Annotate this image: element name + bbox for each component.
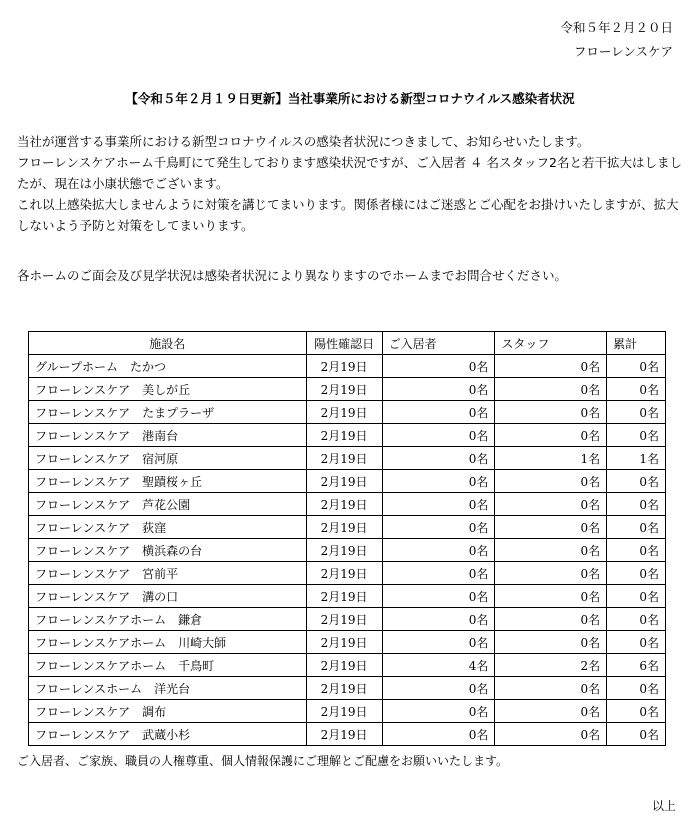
table-row bbox=[29, 355, 666, 378]
positive-date-cell: 2月19日 bbox=[306, 470, 382, 493]
facility-name-cell: フローレンスケア 武蔵小杉 bbox=[29, 723, 307, 746]
total-cell: 0名 bbox=[607, 470, 666, 493]
facility-name-cell: フローレンスケア 宮前平 bbox=[29, 562, 307, 585]
staff-cell: 0名 bbox=[495, 562, 607, 585]
table-row bbox=[29, 631, 666, 654]
total-cell: 6名 bbox=[607, 654, 666, 677]
table-row bbox=[29, 723, 666, 746]
positive-date-cell: 2月19日 bbox=[306, 516, 382, 539]
residents-cell: 0名 bbox=[382, 424, 495, 447]
residents-cell: 4名 bbox=[382, 654, 495, 677]
table-row bbox=[29, 654, 666, 677]
table-row bbox=[29, 677, 666, 700]
staff-cell: 0名 bbox=[495, 700, 607, 723]
residents-cell: 0名 bbox=[382, 355, 495, 378]
staff-cell: 0名 bbox=[495, 723, 607, 746]
total-cell: 0名 bbox=[607, 516, 666, 539]
residents-cell: 0名 bbox=[382, 585, 495, 608]
staff-cell: 0名 bbox=[495, 677, 607, 700]
positive-date-cell: 2月19日 bbox=[306, 378, 382, 401]
positive-date-cell: 2月19日 bbox=[306, 608, 382, 631]
facility-name-cell: フローレンスケア 荻窪 bbox=[29, 516, 307, 539]
facility-name-cell: フローレンスケア 溝の口 bbox=[29, 585, 307, 608]
residents-cell: 0名 bbox=[382, 677, 495, 700]
residents-cell: 0名 bbox=[382, 470, 495, 493]
body-line-1: 当社が運営する事業所における新型コロナウイルスの感染者状況につきまして、お知らせいたします。 bbox=[17, 134, 590, 149]
positive-date-cell: 2月19日 bbox=[306, 401, 382, 424]
positive-date-cell: 2月19日 bbox=[306, 447, 382, 470]
total-cell: 0名 bbox=[607, 493, 666, 516]
staff-cell: 0名 bbox=[495, 516, 607, 539]
table-row bbox=[29, 424, 666, 447]
table-row bbox=[29, 516, 666, 539]
total-cell: 0名 bbox=[607, 539, 666, 562]
total-cell: 0名 bbox=[607, 608, 666, 631]
announcement-body bbox=[17, 131, 687, 236]
positive-date-cell: 2月19日 bbox=[306, 677, 382, 700]
document-date: 令和５年２月２０日 bbox=[560, 20, 673, 35]
facility-name-cell: フローレンスケア 調布 bbox=[29, 700, 307, 723]
positive-date-cell: 2月19日 bbox=[306, 585, 382, 608]
header-residents: ご入居者 bbox=[382, 332, 495, 355]
header-positive-date: 陽性確認日 bbox=[306, 332, 382, 355]
table-row bbox=[29, 539, 666, 562]
document-title: 【令和５年２月１９日更新】当社事業所における新型コロナウイルス感染者状況 bbox=[125, 91, 575, 106]
table-row bbox=[29, 401, 666, 424]
positive-date-cell: 2月19日 bbox=[306, 654, 382, 677]
total-cell: 0名 bbox=[607, 631, 666, 654]
staff-cell: 0名 bbox=[495, 539, 607, 562]
staff-cell: 0名 bbox=[495, 424, 607, 447]
body-line-2: フローレンスケアホーム千鳥町にて発生しております感染状況ですが、ご入居者 ４ 名スタッフ2名と若干拡大はしましたが、現在は小康状態でございます。 bbox=[17, 155, 682, 191]
residents-cell: 0名 bbox=[382, 493, 495, 516]
total-cell: 0名 bbox=[607, 424, 666, 447]
staff-cell: 0名 bbox=[495, 355, 607, 378]
table-row bbox=[29, 608, 666, 631]
table-row bbox=[29, 447, 666, 470]
staff-cell: 0名 bbox=[495, 631, 607, 654]
residents-cell: 0名 bbox=[382, 608, 495, 631]
residents-cell: 0名 bbox=[382, 401, 495, 424]
facility-name-cell: フローレンスケア たまプラーザ bbox=[29, 401, 307, 424]
residents-cell: 0名 bbox=[382, 378, 495, 401]
facility-name-cell: グループホーム たかつ bbox=[29, 355, 307, 378]
body-line-3: これ以上感染拡大しませんように対策を講じてまいります。関係者様にはご迷惑とご心配をお掛けいたしますが、拡大しないよう予防と対策をしてまいります。 bbox=[17, 197, 679, 233]
facility-name-cell: フローレンスホーム 洋光台 bbox=[29, 677, 307, 700]
staff-cell: 0名 bbox=[495, 401, 607, 424]
header-staff: スタッフ bbox=[495, 332, 607, 355]
facility-name-cell: フローレンスケア 横浜森の台 bbox=[29, 539, 307, 562]
header-total: 累計 bbox=[607, 332, 666, 355]
positive-date-cell: 2月19日 bbox=[306, 355, 382, 378]
staff-cell: 0名 bbox=[495, 378, 607, 401]
table-row bbox=[29, 585, 666, 608]
total-cell: 0名 bbox=[607, 378, 666, 401]
visit-notice: 各ホームのご面会及び見学状況は感染者状況により異なりますのでホームまでお問合せください。 bbox=[17, 268, 568, 283]
table-row bbox=[29, 562, 666, 585]
positive-date-cell: 2月19日 bbox=[306, 539, 382, 562]
staff-cell: 2名 bbox=[495, 654, 607, 677]
residents-cell: 0名 bbox=[382, 723, 495, 746]
facility-name-cell: フローレンスケア 港南台 bbox=[29, 424, 307, 447]
total-cell: 1名 bbox=[607, 447, 666, 470]
facility-name-cell: フローレンスケアホーム 川崎大師 bbox=[29, 631, 307, 654]
table-row bbox=[29, 378, 666, 401]
facility-name-cell: フローレンスケア 美しが丘 bbox=[29, 378, 307, 401]
infection-status-table bbox=[28, 331, 666, 746]
facility-name-cell: フローレンスケア 宿河原 bbox=[29, 447, 307, 470]
total-cell: 0名 bbox=[607, 585, 666, 608]
residents-cell: 0名 bbox=[382, 631, 495, 654]
total-cell: 0名 bbox=[607, 401, 666, 424]
facility-name-cell: フローレンスケア 聖蹟桜ヶ丘 bbox=[29, 470, 307, 493]
staff-cell: 0名 bbox=[495, 470, 607, 493]
positive-date-cell: 2月19日 bbox=[306, 493, 382, 516]
privacy-note: ご入居者、ご家族、職員の人権尊重、個人情報保護にご理解とご配慮をお願いいたします。 bbox=[17, 754, 509, 768]
table-row bbox=[29, 493, 666, 516]
total-cell: 0名 bbox=[607, 677, 666, 700]
staff-cell: 1名 bbox=[495, 447, 607, 470]
closing-mark: 以上 bbox=[651, 799, 676, 813]
facility-name-cell: フローレンスケアホーム 千鳥町 bbox=[29, 654, 307, 677]
residents-cell: 0名 bbox=[382, 447, 495, 470]
header-facility: 施設名 bbox=[29, 332, 307, 355]
company-name: フローレンスケア bbox=[573, 44, 673, 59]
table-row bbox=[29, 470, 666, 493]
table-row bbox=[29, 700, 666, 723]
residents-cell: 0名 bbox=[382, 700, 495, 723]
positive-date-cell: 2月19日 bbox=[306, 723, 382, 746]
positive-date-cell: 2月19日 bbox=[306, 424, 382, 447]
residents-cell: 0名 bbox=[382, 562, 495, 585]
total-cell: 0名 bbox=[607, 700, 666, 723]
residents-cell: 0名 bbox=[382, 516, 495, 539]
total-cell: 0名 bbox=[607, 355, 666, 378]
residents-cell: 0名 bbox=[382, 539, 495, 562]
total-cell: 0名 bbox=[607, 723, 666, 746]
positive-date-cell: 2月19日 bbox=[306, 631, 382, 654]
staff-cell: 0名 bbox=[495, 493, 607, 516]
total-cell: 0名 bbox=[607, 562, 666, 585]
facility-name-cell: フローレンスケアホーム 鎌倉 bbox=[29, 608, 307, 631]
positive-date-cell: 2月19日 bbox=[306, 562, 382, 585]
positive-date-cell: 2月19日 bbox=[306, 700, 382, 723]
staff-cell: 0名 bbox=[495, 608, 607, 631]
staff-cell: 0名 bbox=[495, 585, 607, 608]
table-header-row bbox=[29, 332, 666, 355]
facility-name-cell: フローレンスケア 芦花公園 bbox=[29, 493, 307, 516]
